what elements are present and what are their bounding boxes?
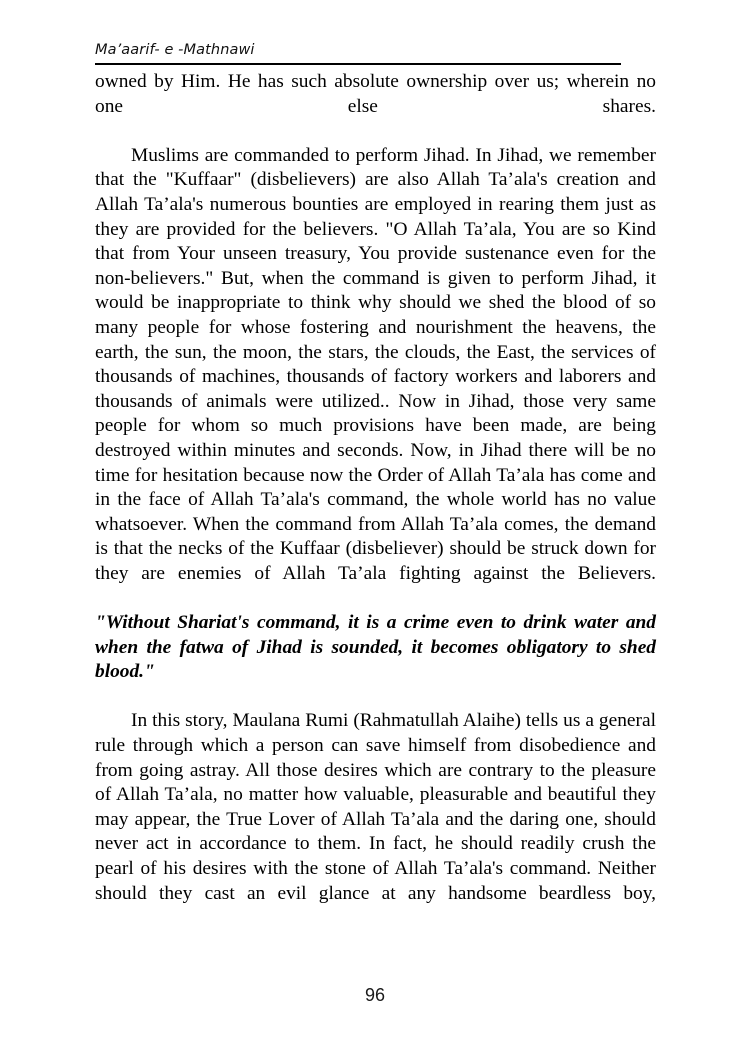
body-paragraph-1: owned by Him. He has such absolute ownership over us; wherein no one else shares. xyxy=(95,71,656,117)
body-paragraph-2: Muslims are commanded to perform Jihad. In Jihad, we remember that the "Kuffaar" (disbelievers) are also Allah Ta’ala's creation and Allah Ta’ala's numerous bounties are employed in rearing them just as they are provided for the believers. "O Allah Ta’ala, You are so Kind that from Your unseen treasury, You provide sustenance even for the non-believers." But, when the command is given to perform Jihad, it would be inappropriate to think why should we shed the blood of so many people for whose fostering and nourishment the heavens, the earth, the sun, the moon, the stars, the clouds, the East, the services of thousands of machines, thousands of factory workers and laborers and thousands of animals were utilized.. Now in Jihad, those very same people for whom so much provisions have been made, are being destroyed within minutes and seconds. Now, in Jihad there will be no time for hesitation because now the Order of Allah Ta’ala has come and in the face of Allah Ta’ala's command, the whole world has no value whatsoever. When the command from Allah Ta’ala comes, the demand is that the necks of the Kuffaar (disbeliever) should be struck down for they are enemies of Allah Ta’ala fighting against the Believers. xyxy=(95,144,656,584)
running-head xyxy=(95,42,620,59)
header-rule xyxy=(95,63,621,65)
body-paragraph-3: In this story, Maulana Rumi (Rahmatullah Alaihe) tells us a general rule through which a person can save himself from disobedience and from going astray. All those desires which are contrary to the pleasure of Allah Ta’ala, no matter how valuable, pleasurable and beautiful they may appear, the True Lover of Allah Ta’ala and the daring one, should never act in accordance to them. In fact, he should readily crush the pearl of his desires with the stone of Allah Ta’ala's command. Neither should they cast an evil glance at any handsome beardless boy, xyxy=(95,710,656,904)
running-head-title: Ma’aarif- e -Mathnawi xyxy=(95,42,255,58)
page-body xyxy=(95,70,656,931)
page-number: 96 xyxy=(364,985,386,1005)
pull-quote: "Without Shariat's command, it is a crime even to drink water and when the fatwa of Jihad is sounded, it becomes obligatory to shed blood." xyxy=(95,612,656,683)
